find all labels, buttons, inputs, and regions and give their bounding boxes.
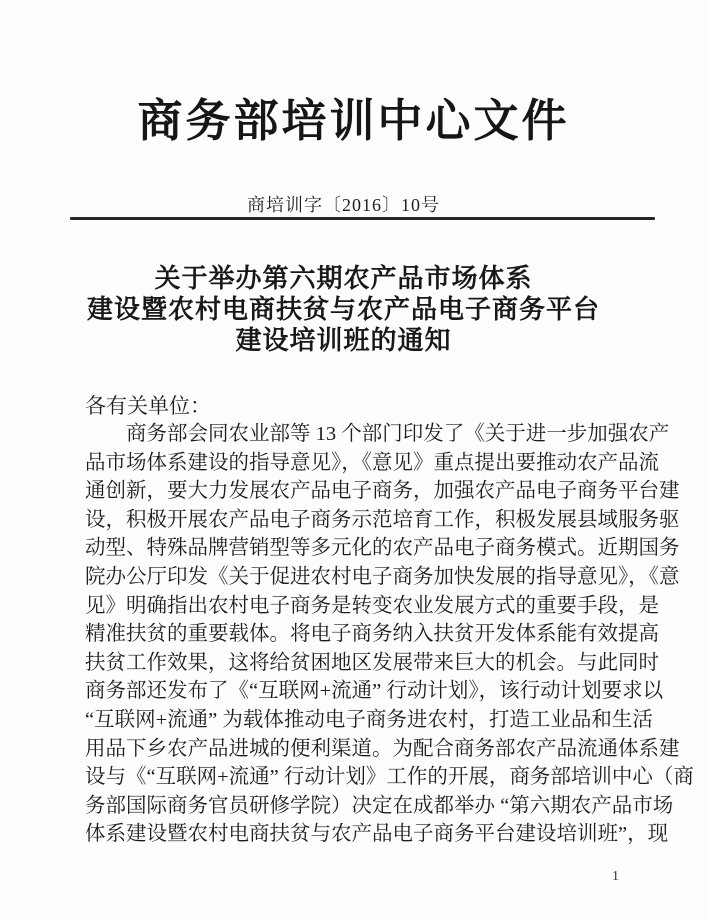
document-number: 商培训字〔2016〕10号 (247, 195, 440, 215)
body-line: “互联网+流通” 为载体推动电子商务进农村，打造工业品和生活 (85, 708, 653, 731)
body-line: 设，积极开展农产品电子商务示范培育工作，积极发展县域服务驱 (85, 508, 680, 531)
body-line: 扶贫工作效果，这将给贫困地区发展带来巨大的机会。与此同时 (85, 651, 659, 674)
body-line: 设与《“互联网+流通” 行动计划》工作的开展，商务部培训中心（商 (85, 766, 694, 789)
document-title (40, 263, 647, 356)
body-line: 通创新，要大力发展农产品电子商务，加强农产品电子商务平台建 (85, 480, 680, 503)
body-line: 用品下乡农产品进城的便利渠道。为配合商务部农产品流通体系建 (85, 737, 680, 760)
body-line: 见》明确指出农村电子商务是转变农业发展方式的重要手段，是 (85, 594, 659, 617)
document-body (85, 420, 694, 849)
body-line: 动型、特殊品牌营销型等多元化的农产品电子商务模式。近期国务 (85, 537, 680, 560)
body-line: 体系建设暨农村电商扶贫与农产品电子商务平台建设培训班”，现 (85, 823, 669, 846)
document-header-title: 商务部培训中心文件 (137, 96, 570, 146)
body-line: 品市场体系建设的指导意见》，《意见》重点提出要推动农产品流 (85, 451, 659, 474)
body-line: 商务部还发布了《“互联网+流通” 行动计划》，该行动计划要求以 (85, 680, 664, 703)
document-title-line: 建设培训班的通知 (235, 326, 452, 355)
document-title-line: 关于举办第六期农产品市场体系 (154, 264, 533, 293)
header-divider-rule (70, 217, 655, 220)
document-title-line: 建设暨农村电商扶贫与农产品电子商务平台 (86, 295, 600, 324)
body-line: 务部国际商务官员研修学院）决定在成都举办 “第六期农产品市场 (85, 794, 674, 817)
salutation: 各有关单位： (85, 394, 211, 418)
page-number: 1 (612, 869, 619, 884)
body-line: 商务部会同农业部等 13 个部门印发了《关于进一步加强农产 (126, 423, 670, 445)
body-line: 精准扶贫的重要载体。将电子商务纳入扶贫开发体系能有效提高 (85, 623, 659, 646)
body-line: 院办公厅印发《关于促进农村电子商务加快发展的指导意见》，《意 (85, 565, 680, 588)
